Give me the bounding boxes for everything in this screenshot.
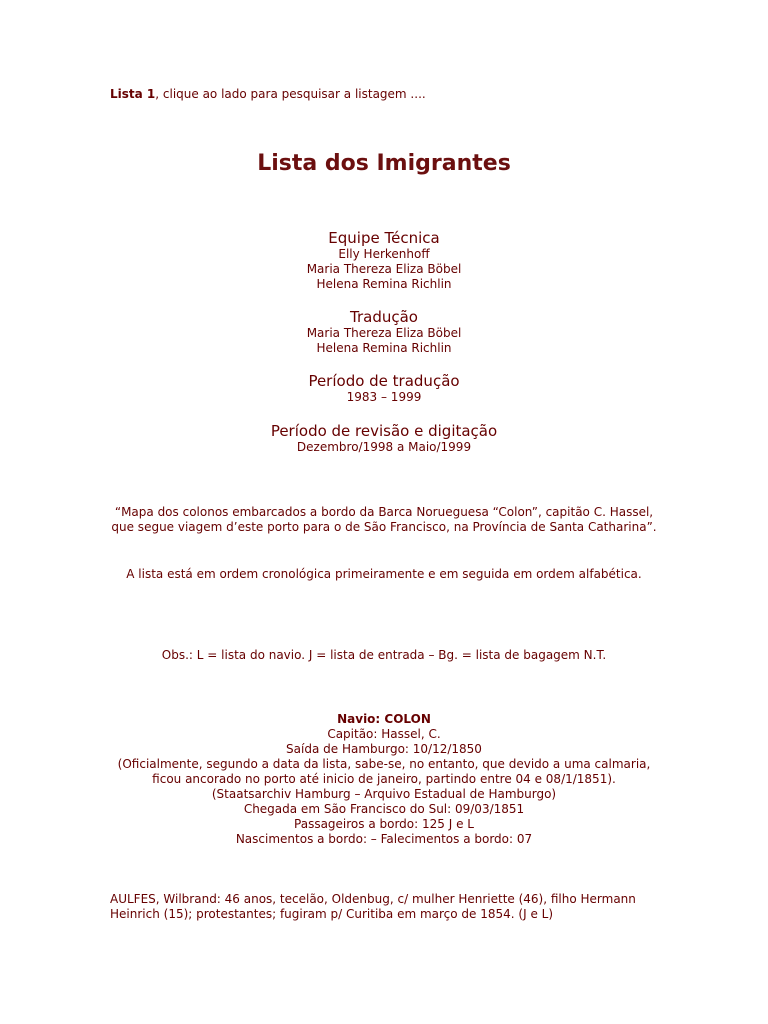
equipe-member: Maria Thereza Eliza Böbel — [306, 262, 462, 276]
ordem-paragraph: A lista está em ordem cronológica primeiramente e em seguida em ordem alfabética. — [126, 567, 642, 581]
periodo-traducao-heading: Período de tradução — [308, 372, 460, 390]
ship-line: Chegada em São Francisco do Sul: 09/03/1851 — [243, 802, 525, 816]
traducao-section — [0, 308, 768, 356]
ship-line: ficou ancorado no porto até inicio de janeiro, partindo entre 04 e 08/1/1851). — [152, 772, 616, 786]
periodo-revisao-heading: Período de revisão e digitação — [270, 422, 498, 440]
traducao-member: Helena Remina Richlin — [316, 341, 452, 355]
periodo-traducao-section — [0, 372, 768, 405]
ship-line: Saída de Hamburgo: 10/12/1850 — [286, 742, 482, 756]
periodo-revisao-value: Dezembro/1998 a Maio/1999 — [296, 440, 472, 454]
ship-info — [110, 712, 658, 847]
periodo-traducao-value: 1983 – 1999 — [346, 390, 422, 404]
ship-line: Nascimentos a bordo: – Falecimentos a bordo: 07 — [235, 832, 533, 846]
page-title: Lista dos Imigrantes — [257, 151, 511, 176]
ship-heading: Navio: COLON — [337, 712, 431, 726]
obs-paragraph: Obs.: L = lista do navio. J = lista de entrada – Bg. = lista de bagagem N.T. — [161, 648, 607, 662]
ship-line: (Staatsarchiv Hamburg – Arquivo Estadual de Hamburgo) — [211, 787, 557, 801]
equipe-member: Helena Remina Richlin — [316, 277, 452, 291]
intro-line — [110, 87, 426, 101]
equipe-tecnica-section — [0, 229, 768, 292]
mapa-paragraph: “Mapa dos colonos embarcados a bordo da Barca Norueguesa “Colon”, capitão C. Hassel, que segue viagem d’este porto para o de São Francisco, na Província de Santa Catharina”. — [111, 505, 657, 534]
ship-line: Capitão: Hassel, C. — [327, 727, 441, 741]
equipe-member: Elly Herkenhoff — [338, 247, 430, 261]
immigrant-entry: AULFES, Wilbrand: 46 anos, tecelão, Oldenbug, c/ mulher Henriette (46), filho Hermann Heinrich (15); protestantes; fugiram p/ Curitiba em março de 1854. (J e L) — [110, 892, 636, 921]
equipe-tecnica-heading: Equipe Técnica — [328, 229, 440, 247]
periodo-revisao-section — [0, 422, 768, 455]
ship-line: (Oficialmente, segundo a data da lista, sabe-se, no entanto, que devido a uma calmaria, — [117, 757, 651, 771]
ship-line: Passageiros a bordo: 125 J e L — [294, 817, 474, 831]
list-1-link[interactable]: Lista 1 — [110, 87, 156, 101]
traducao-heading: Tradução — [350, 308, 418, 326]
intro-text: , clique ao lado para pesquisar a listagem .... — [155, 87, 426, 101]
traducao-member: Maria Thereza Eliza Böbel — [306, 326, 462, 340]
